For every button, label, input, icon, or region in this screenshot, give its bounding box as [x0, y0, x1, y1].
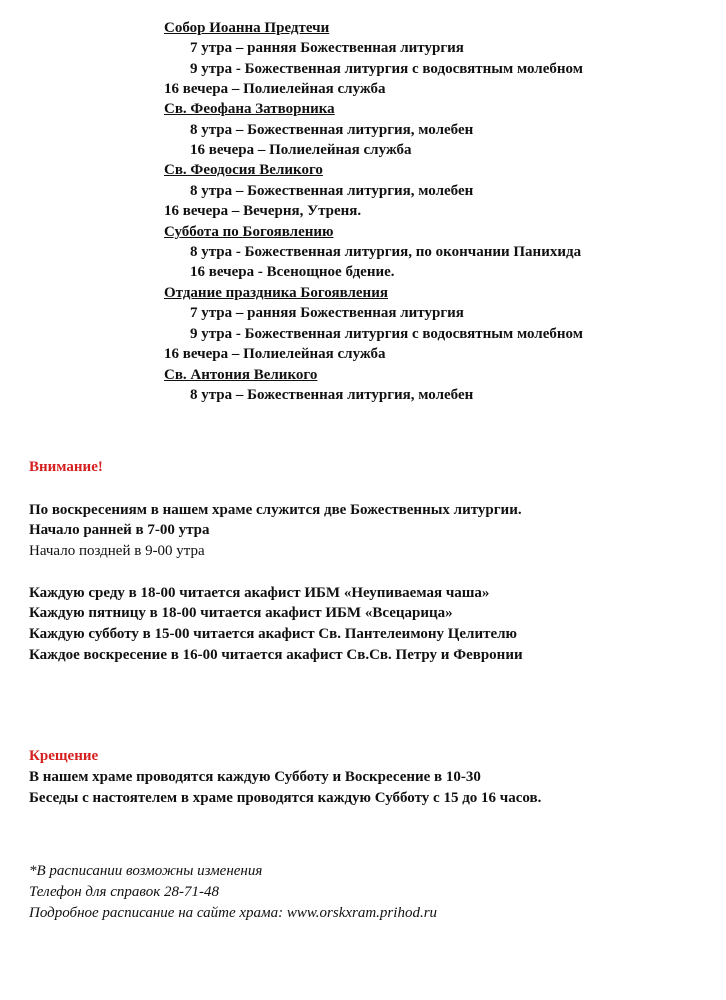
service-line: 7 утра – ранняя Божественная литургия: [190, 40, 464, 56]
service-line: 8 утра – Божественная литургия, молебен: [190, 122, 474, 138]
service-line: 16 вечера – Полиелейная служба: [190, 142, 412, 158]
akathist-line: Каждое воскресение в 16-00 читается акафист Св.Св. Петру и Февронии: [29, 647, 523, 663]
attention-line: Начало поздней в 9-00 утра: [29, 543, 205, 559]
service-line: 16 вечера – Полиелейная служба: [164, 346, 386, 362]
feast-title: Суббота по Богоявлению: [164, 224, 334, 240]
service-line: 9 утра - Божественная литургия с водосвятным молебном: [190, 61, 583, 77]
website-note: Подробное расписание на сайте храма: www.orskxram.prihod.ru: [29, 905, 438, 921]
akathist-line: Каждую пятницу в 18-00 читается акафист ИБМ «Всецарица»: [29, 605, 453, 621]
service-line: 16 вечера – Полиелейная служба: [164, 81, 386, 97]
akathist-line: Каждую субботу в 15-00 читается акафист Св. Пантелеимону Целителю: [29, 626, 518, 642]
feast-title: Св. Антония Великого: [164, 367, 318, 383]
service-line: 8 утра - Божественная литургия, по окончании Панихида: [190, 244, 582, 260]
feast-title: Св. Феофана Затворника: [164, 101, 335, 117]
feast-title: Св. Феодосия Великого: [164, 162, 323, 178]
attention-line: По воскресениям в нашем храме служится две Божественных литургии.: [29, 502, 522, 518]
service-line: 7 утра – ранняя Божественная литургия: [190, 305, 464, 321]
service-line: 8 утра – Божественная литургия, молебен: [190, 387, 474, 403]
service-line: 16 вечера - Всенощное бдение.: [190, 264, 395, 280]
akathist-line: Каждую среду в 18-00 читается акафист ИБМ «Неупиваемая чаша»: [29, 585, 490, 601]
baptism-line: В нашем храме проводятся каждую Субботу и Воскресение в 10-30: [29, 769, 481, 785]
phone-note: Телефон для справок 28-71-48: [29, 884, 220, 900]
service-line: 9 утра - Божественная литургия с водосвятным молебном: [190, 326, 583, 342]
baptism-heading: Крещение: [29, 748, 99, 764]
feast-title: Собор Иоанна Предтечи: [164, 20, 330, 36]
service-line: 16 вечера – Вечерня, Утреня.: [164, 203, 362, 219]
service-line: 8 утра – Божественная литургия, молебен: [190, 183, 474, 199]
note-line: *В расписании возможны изменения: [29, 863, 263, 879]
attention-line: Начало ранней в 7-00 утра: [29, 522, 210, 538]
baptism-line: Беседы с настоятелем в храме проводятся каждую Субботу с 15 до 16 часов.: [29, 790, 542, 806]
attention-heading: Внимание!: [29, 459, 103, 475]
feast-title: Отдание праздника Богоявления: [164, 285, 388, 301]
